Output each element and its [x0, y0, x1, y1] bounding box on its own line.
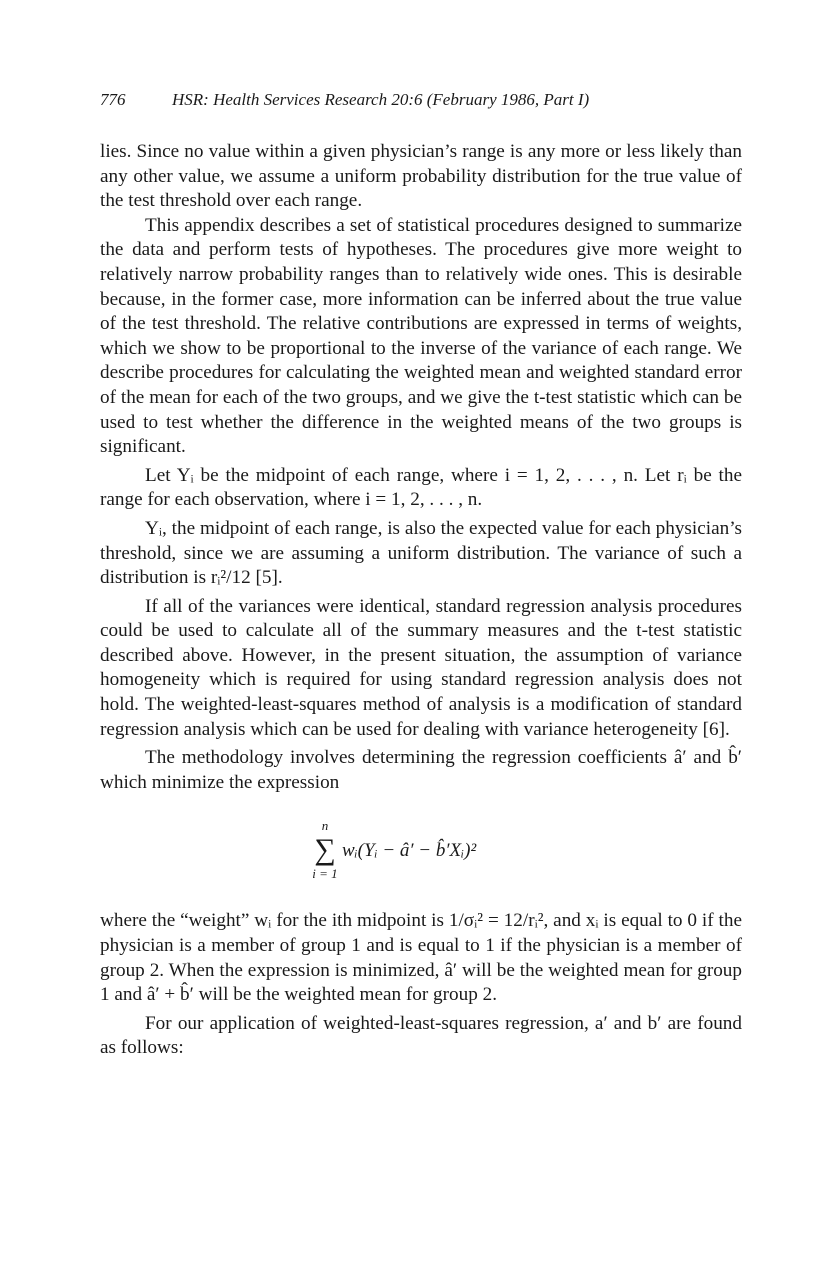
paragraph-5: If all of the variances were identical, standard regression analysis procedures could be used to calculate all of the summary measures and the t-test statistic described above. However, in the present situation, the assumption of variance homogeneity which is required for using standard regression analysis does not hold. The weighted-least-squares method of analysis is a modification of standard regression analysis which can be used for dealing with variance heterogeneity [6].: [100, 595, 742, 740]
summation-operator: [310, 819, 340, 881]
page-number: 776: [100, 90, 126, 109]
sum-lower-limit: i = 1: [312, 866, 338, 882]
body-text: [100, 140, 742, 1061]
sum-upper-limit: n: [321, 818, 329, 834]
running-header: [100, 90, 760, 110]
paragraph-6: The methodology involves determining the regression coefficients â′ and b̂′ which minimize the expression: [100, 747, 742, 793]
paragraph-2: This appendix describes a set of statistical procedures designed to summarize the data and perform tests of hypotheses. The procedures give more weight to relatively narrow probability ranges than to relatively wide ones. This is desirable because, in the former case, more information can be inferred about the true value of the test threshold. The relative contributions are expressed in terms of weights, which we show to be proportional to the inverse of the variance of each range. We describe procedures for calculating the weighted mean and weighted standard error of the mean for each of the two groups, and we give the t-test statistic which can be used to test whether the difference in the weighted means of the two groups is significant.: [100, 214, 742, 458]
summation-equation: [100, 809, 742, 897]
sigma-symbol: ∑: [314, 833, 336, 867]
paragraph-1: lies. Since no value within a given physician’s range is any more or less likely than any other value, we assume a uniform probability distribution for the true value of the test threshold over each range.: [100, 141, 742, 212]
paragraph-8: For our application of weighted-least-squares regression, a′ and b′ are found as follows:: [100, 1012, 742, 1059]
paragraph-7: where the “weight” wᵢ for the ith midpoint is 1/σᵢ² = 12/rᵢ², and xᵢ is equal to 0 if the physician is a member of group 1 and is equal to 1 if the physician is a member of group 2. When the expression is minimized, â′ will be the weighted mean for group 1 and â′ + b̂′ will be the weighted mean for group 2.: [100, 910, 742, 1006]
paragraph-3: Let Yᵢ be the midpoint of each range, where i = 1, 2, . . . , n. Let rᵢ be the range for each observation, where i = 1, 2, . . . , n.: [100, 464, 742, 511]
journal-citation: HSR: Health Services Research 20:6 (February 1986, Part I): [172, 90, 590, 109]
paragraph-4: Yᵢ, the midpoint of each range, is also the expected value for each physician’s threshold, since we are assuming a uniform distribution. The variance of such a distribution is rᵢ²/12 [5].: [100, 517, 742, 589]
equation-expression: wᵢ(Yᵢ − â′ − b̂′Xᵢ)²: [342, 840, 477, 862]
